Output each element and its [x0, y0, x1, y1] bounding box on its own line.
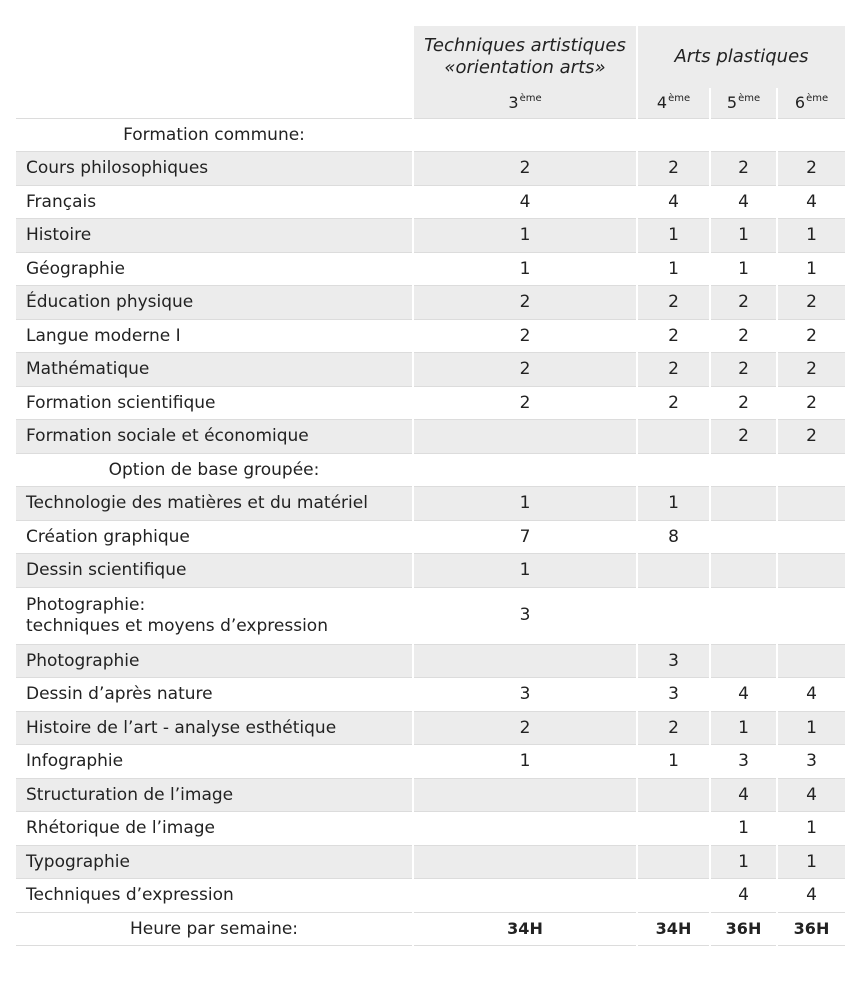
hours-cell-g6 [777, 487, 845, 521]
table-row [16, 386, 845, 420]
subject-cell: Mathématique [16, 353, 413, 387]
group1-title-line2: «orientation arts» [444, 57, 606, 78]
table-row [16, 879, 845, 913]
hours-cell-g3: 2 [413, 711, 637, 745]
hours-cell-g6: 3 [777, 745, 845, 779]
hours-cell-g6: 1 [777, 252, 845, 286]
hours-cell-g3: 2 [413, 353, 637, 387]
hours-cell-g3: 2 [413, 286, 637, 320]
hours-cell-g3: 1 [413, 219, 637, 253]
table-row [16, 219, 845, 253]
hours-cell-g5: 1 [710, 252, 777, 286]
hours-cell-g4 [637, 879, 710, 913]
hours-cell-g6: 4 [777, 185, 845, 219]
subject-cell: Formation sociale et économique [16, 420, 413, 454]
hours-cell-g5: 1 [710, 219, 777, 253]
header-row-grades [16, 88, 845, 118]
table-row [16, 644, 845, 678]
group-techniques-artistiques [413, 26, 637, 88]
hours-cell-g5: 4 [710, 678, 777, 712]
hours-cell-g4 [637, 845, 710, 879]
table-row [16, 420, 845, 454]
hours-cell-g6: 4 [777, 678, 845, 712]
hours-cell-g6: 4 [777, 879, 845, 913]
group2-title: Arts plastiques [674, 46, 809, 67]
hours-cell-g3: 1 [413, 554, 637, 588]
hours-cell-g6: 2 [777, 353, 845, 387]
subject-cell: Formation scientifique [16, 386, 413, 420]
section-formation-commune [16, 118, 845, 152]
hours-cell-g3: 1 [413, 487, 637, 521]
hours-cell-g3: 4 [413, 185, 637, 219]
table-row [16, 353, 845, 387]
hours-cell-g3 [413, 644, 637, 678]
hours-cell-g5 [710, 644, 777, 678]
hours-cell-g3: 7 [413, 520, 637, 554]
table-row [16, 286, 845, 320]
subject-cell: Histoire [16, 219, 413, 253]
total-g5: 36H [710, 912, 777, 946]
total-g6: 36H [777, 912, 845, 946]
subject-cell: Éducation physique [16, 286, 413, 320]
hours-cell-g5: 2 [710, 420, 777, 454]
hours-cell-g4 [637, 554, 710, 588]
table-row [16, 554, 845, 588]
hours-cell-g6: 1 [777, 711, 845, 745]
hours-cell-g3 [413, 879, 637, 913]
subject-cell: Technologie des matières et du matériel [16, 487, 413, 521]
subject-cell: Typographie [16, 845, 413, 879]
hours-cell-g5: 3 [710, 745, 777, 779]
hours-cell-g4: 2 [637, 152, 710, 186]
hours-cell-g6: 2 [777, 152, 845, 186]
total-row [16, 912, 845, 946]
table-row [16, 152, 845, 186]
hours-cell-g6 [777, 587, 845, 644]
hours-cell-g6 [777, 644, 845, 678]
hours-cell-g4: 2 [637, 711, 710, 745]
section-option-de-base [16, 453, 845, 487]
hours-cell-g3: 3 [413, 678, 637, 712]
common-rows [16, 152, 845, 454]
hours-cell-g6 [777, 554, 845, 588]
table-row [16, 845, 845, 879]
subject-cell: Rhétorique de l’image [16, 812, 413, 846]
table-row [16, 812, 845, 846]
hours-cell-g6: 4 [777, 778, 845, 812]
hours-cell-g4: 2 [637, 286, 710, 320]
section-title: Formation commune: [16, 118, 413, 152]
hours-cell-g3: 3 [413, 587, 637, 644]
subject-cell: Langue moderne I [16, 319, 413, 353]
subject-cell: Dessin d’après nature [16, 678, 413, 712]
subject-cell: Histoire de l’art - analyse esthétique [16, 711, 413, 745]
table-row [16, 520, 845, 554]
subject-cell: Création graphique [16, 520, 413, 554]
hours-cell-g4: 4 [637, 185, 710, 219]
hours-cell-g4: 1 [637, 252, 710, 286]
hours-cell-g5: 2 [710, 152, 777, 186]
hours-cell-g5: 1 [710, 711, 777, 745]
total-g4: 34H [637, 912, 710, 946]
hours-cell-g6: 1 [777, 845, 845, 879]
table-row [16, 745, 845, 779]
hours-cell-g4: 8 [637, 520, 710, 554]
hours-cell-g3: 2 [413, 152, 637, 186]
hours-cell-g6: 2 [777, 420, 845, 454]
table-row [16, 587, 845, 644]
hours-cell-g4: 2 [637, 319, 710, 353]
hours-cell-g5: 2 [710, 286, 777, 320]
grade-5: 5ème [710, 88, 777, 118]
hours-cell-g3: 2 [413, 319, 637, 353]
subject-cell: Infographie [16, 745, 413, 779]
group-arts-plastiques [637, 26, 845, 88]
table-row [16, 487, 845, 521]
hours-cell-g3 [413, 845, 637, 879]
hours-cell-g3 [413, 420, 637, 454]
hours-cell-g4: 1 [637, 219, 710, 253]
hours-cell-g6: 1 [777, 812, 845, 846]
hours-cell-g6: 2 [777, 386, 845, 420]
table-row [16, 319, 845, 353]
table-row [16, 678, 845, 712]
hours-cell-g4: 2 [637, 353, 710, 387]
subject-cell: Cours philosophiques [16, 152, 413, 186]
schedule-table [16, 26, 845, 946]
grade-3: 3ème [413, 88, 637, 118]
hours-cell-g5 [710, 554, 777, 588]
hours-cell-g5: 4 [710, 778, 777, 812]
table-row [16, 711, 845, 745]
hours-cell-g6: 1 [777, 219, 845, 253]
hours-cell-g4: 1 [637, 487, 710, 521]
hours-cell-g4 [637, 778, 710, 812]
hours-cell-g4: 3 [637, 644, 710, 678]
option-rows [16, 487, 845, 913]
table-row [16, 252, 845, 286]
hours-cell-g4: 2 [637, 386, 710, 420]
hours-cell-g6: 2 [777, 319, 845, 353]
table-row [16, 185, 845, 219]
hours-cell-g6 [777, 520, 845, 554]
hours-cell-g6: 2 [777, 286, 845, 320]
subject-cell: Français [16, 185, 413, 219]
header-row-groups [16, 26, 845, 88]
hours-cell-g5: 1 [710, 812, 777, 846]
total-g3: 34H [413, 912, 637, 946]
hours-cell-g5 [710, 487, 777, 521]
subject-cell: Photographie: techniques et moyens d’expression [16, 587, 413, 644]
hours-cell-g5: 4 [710, 879, 777, 913]
hours-cell-g4: 3 [637, 678, 710, 712]
hours-cell-g3 [413, 812, 637, 846]
hours-cell-g3 [413, 778, 637, 812]
hours-cell-g5 [710, 587, 777, 644]
table-row [16, 778, 845, 812]
hours-cell-g5: 1 [710, 845, 777, 879]
grade-4: 4ème [637, 88, 710, 118]
header-corner-2 [16, 88, 413, 118]
group1-title-line1: Techniques artistiques [424, 35, 626, 56]
hours-cell-g5: 2 [710, 386, 777, 420]
hours-cell-g5: 2 [710, 353, 777, 387]
subject-cell: Structuration de l’image [16, 778, 413, 812]
hours-cell-g5 [710, 520, 777, 554]
hours-cell-g3: 1 [413, 745, 637, 779]
subject-cell: Techniques d’expression [16, 879, 413, 913]
subject-cell: Photographie [16, 644, 413, 678]
total-label: Heure par semaine: [16, 912, 413, 946]
hours-cell-g5: 2 [710, 319, 777, 353]
hours-cell-g3: 1 [413, 252, 637, 286]
hours-cell-g4 [637, 587, 710, 644]
hours-cell-g4 [637, 420, 710, 454]
subject-cell: Géographie [16, 252, 413, 286]
subject-cell: Dessin scientifique [16, 554, 413, 588]
hours-cell-g4: 1 [637, 745, 710, 779]
section-title: Option de base groupée: [16, 453, 413, 487]
grade-6: 6ème [777, 88, 845, 118]
hours-cell-g3: 2 [413, 386, 637, 420]
hours-cell-g5: 4 [710, 185, 777, 219]
header-corner [16, 26, 413, 88]
hours-cell-g4 [637, 812, 710, 846]
